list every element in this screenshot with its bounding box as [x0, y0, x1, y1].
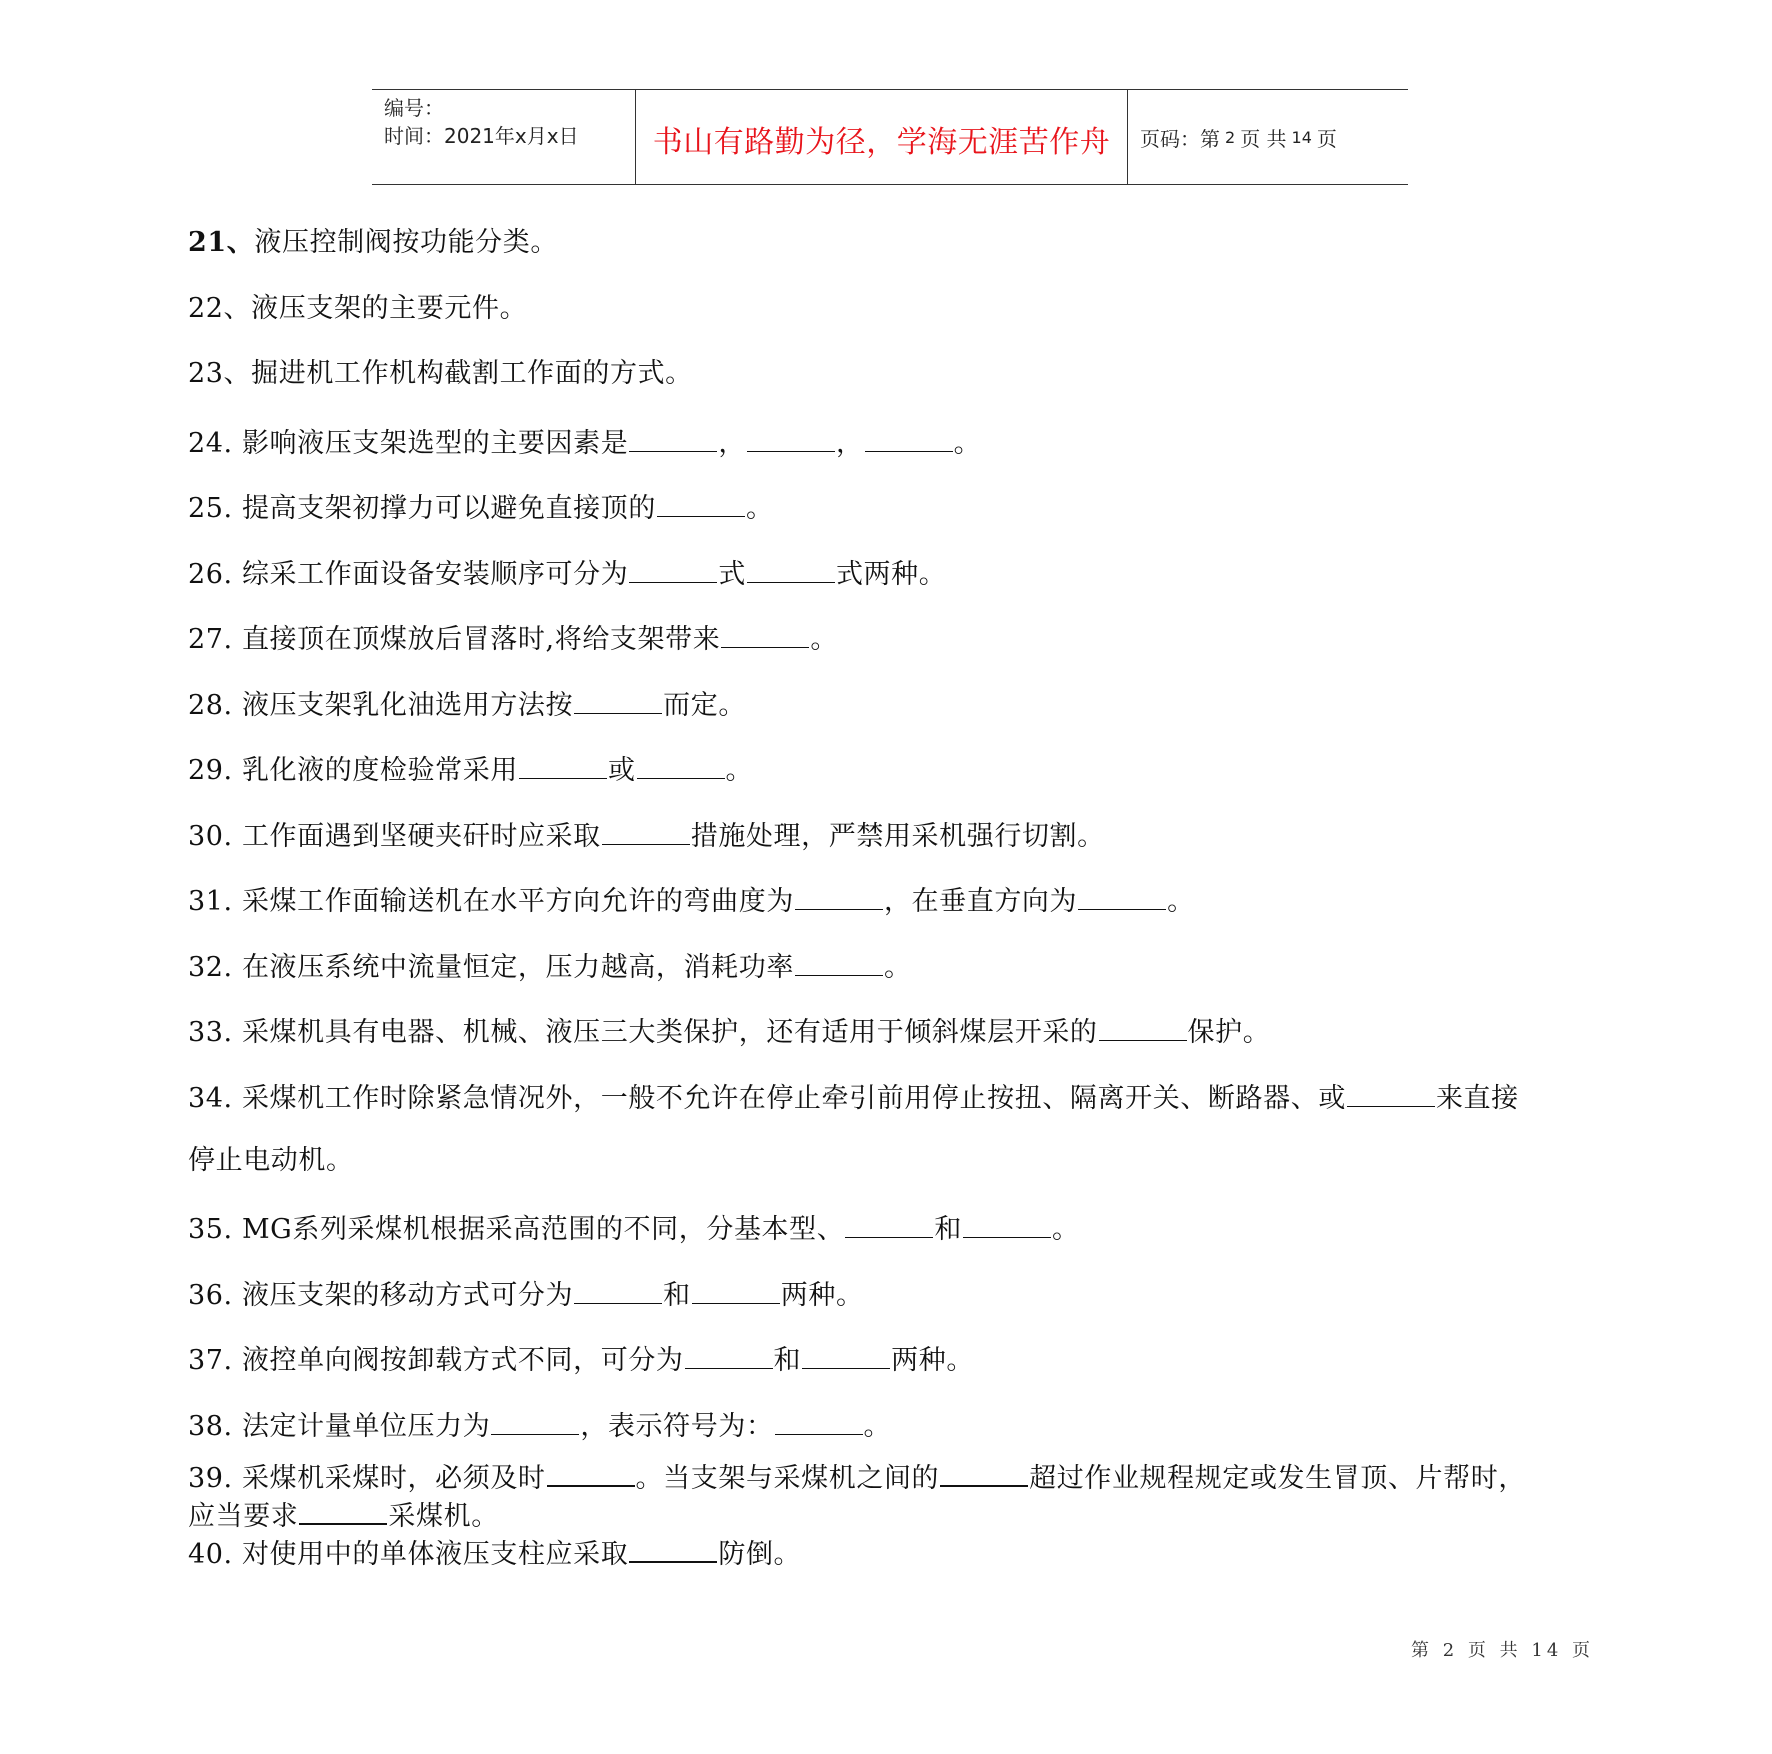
fill-blank[interactable]: [574, 687, 662, 714]
fill-blank[interactable]: [747, 556, 835, 583]
question-34-continued: 停止电动机。: [188, 1145, 354, 1176]
fill-blank[interactable]: [637, 752, 725, 779]
question-32: 32. 在液压系统中流量恒定，压力越高，消耗功率 。: [188, 949, 912, 983]
question-36: 36. 液压支架的移动方式可分为 和 两种。: [188, 1277, 864, 1311]
fill-blank[interactable]: [1099, 1014, 1187, 1041]
fill-blank[interactable]: [491, 1408, 579, 1435]
fill-blank[interactable]: [940, 1459, 1028, 1487]
header-page-mid: 页 共: [1240, 126, 1287, 151]
question-23: 23、掘进机工作机构截割工作面的方式。: [188, 358, 693, 389]
fill-blank[interactable]: [629, 556, 717, 583]
question-28: 28. 液压支架乳化油选用方法按 而定。: [188, 687, 746, 721]
header-page-cell: [1128, 90, 1408, 184]
question-40: 40. 对使用中的单体液压支柱应采取 防倒。: [188, 1535, 801, 1570]
fill-blank[interactable]: [299, 1497, 387, 1525]
question-37: 37. 液控单向阀按卸载方式不同，可分为 和 两种。: [188, 1342, 974, 1376]
fill-blank[interactable]: [547, 1459, 635, 1487]
question-35: 35. MG系列采煤机根据采高范围的不同，分基本型、 和 。: [188, 1211, 1080, 1245]
fill-blank[interactable]: [845, 1211, 933, 1238]
fill-blank[interactable]: [795, 883, 883, 910]
fill-blank[interactable]: [519, 752, 607, 779]
fill-blank[interactable]: [802, 1342, 890, 1369]
fill-blank[interactable]: [602, 818, 690, 845]
question-27: 27. 直接顶在顶煤放后冒落时,将给支架带来 。: [188, 621, 838, 655]
fill-blank[interactable]: [1078, 883, 1166, 910]
fill-blank[interactable]: [721, 621, 809, 648]
header-page-suffix: 页: [1316, 126, 1337, 151]
fill-blank[interactable]: [574, 1277, 662, 1304]
fill-blank[interactable]: [963, 1211, 1051, 1238]
question-33: 33. 采煤机具有电器、机械、液压三大类保护，还有适用于倾斜煤层开采的 保护。: [188, 1014, 1270, 1048]
question-22: 22、液压支架的主要元件。: [188, 293, 528, 324]
header-page-number: 2: [1225, 127, 1236, 147]
question-29: 29. 乳化液的度检验常采用 或 。: [188, 752, 753, 786]
header-motto-cell: [636, 90, 1128, 184]
header-code-label: 编号：: [384, 96, 444, 120]
header-page-total: 14: [1291, 127, 1312, 147]
question-31: 31. 采煤工作面输送机在水平方向允许的弯曲度为 ，在垂直方向为 。: [188, 883, 1195, 917]
question-24: 24. 影响液压支架选型的主要因素是 ， ， 。: [188, 425, 981, 459]
question-39: 39. 采煤机采煤时，必须及时 。当支架与采煤机之间的 超过作业规程规定或发生冒顶、片帮时，: [188, 1459, 1526, 1494]
fill-blank[interactable]: [865, 425, 953, 452]
page-header-table: [372, 89, 1408, 185]
fill-blank[interactable]: [795, 949, 883, 976]
fill-blank[interactable]: [657, 490, 745, 517]
question-34: 34. 采煤机工作时除紧急情况外，一般不允许在停止牵引前用停止按扭、隔离开关、断路器、或 来直接: [188, 1080, 1519, 1114]
header-meta-cell: [372, 90, 636, 184]
question-25: 25. 提高支架初撑力可以避免直接顶的 。: [188, 490, 774, 524]
question-38: 38. 法定计量单位压力为 ，表示符号为： 。: [188, 1408, 891, 1442]
fill-blank[interactable]: [747, 425, 835, 452]
question-39-continued: 应当要求 采煤机。: [188, 1497, 499, 1532]
question-26: 26. 综采工作面设备安装顺序可分为 式 式两种。: [188, 556, 946, 590]
fill-blank[interactable]: [629, 425, 717, 452]
question-21: 21、液压控制阀按功能分类。: [188, 227, 558, 258]
fill-blank[interactable]: [1347, 1080, 1435, 1107]
header-motto: 书山有路勤为径，学海无涯苦作舟: [652, 125, 1111, 160]
fill-blank[interactable]: [692, 1277, 780, 1304]
header-time-label: 时间：2021年x月x日: [384, 124, 579, 148]
fill-blank[interactable]: [685, 1342, 773, 1369]
fill-blank[interactable]: [629, 1535, 717, 1563]
header-page-prefix: 页码：第: [1140, 126, 1220, 151]
question-30: 30. 工作面遇到坚硬夹矸时应采取 措施处理，严禁用采机强行切割。: [188, 818, 1105, 852]
fill-blank[interactable]: [775, 1408, 863, 1435]
page-footer: 第 2 页 共 14 页: [1411, 1640, 1594, 1661]
